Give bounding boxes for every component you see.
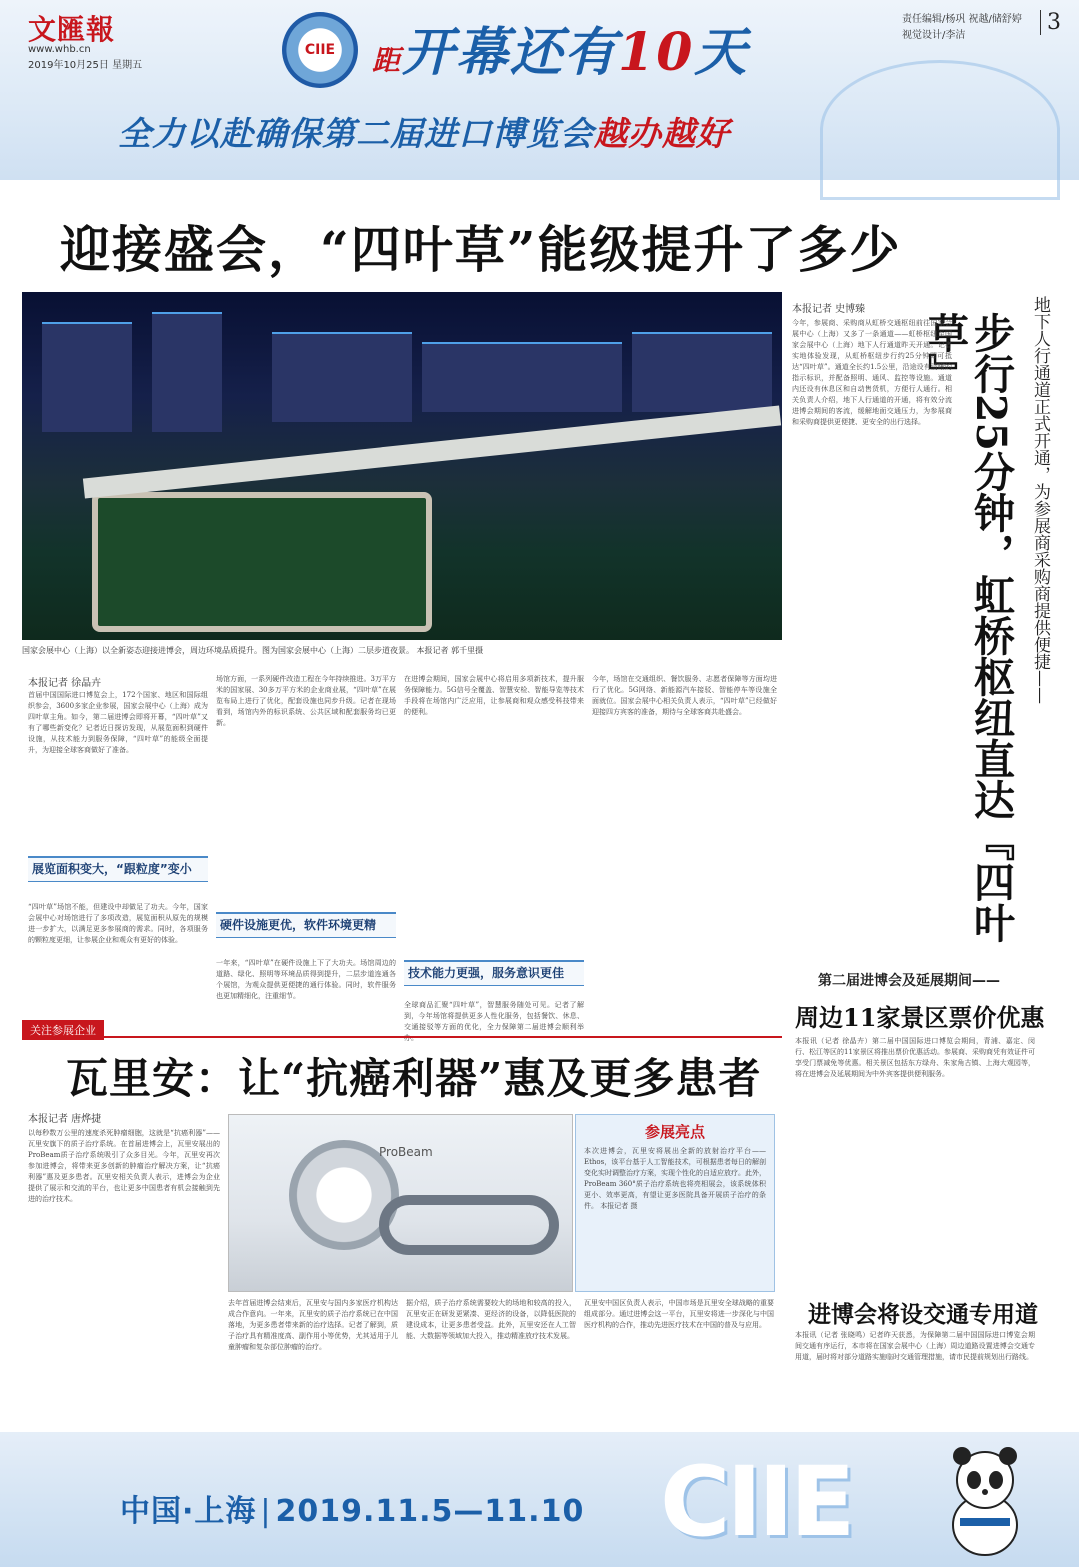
section-tag: 关注参展企业 bbox=[22, 1020, 104, 1040]
photo-building bbox=[422, 342, 622, 412]
footer-date-line bbox=[120, 1486, 584, 1530]
article1-subhead-3: 技术能力更强，服务意识更佳 bbox=[404, 960, 584, 986]
article2-col2: 去年首届进博会结束后，瓦里安与国内多家医疗机构达成合作意向。一年来，瓦里安的质子治疗系统已在中国落地，为更多患者带来新的治疗选择。记者了解到，质子治疗具有精准度高、副作用小等优势，尤其适用于儿童肿瘤和复杂部位肿瘤的治疗。 bbox=[228, 1299, 398, 1351]
photo-conveyor bbox=[379, 1195, 559, 1255]
slogan bbox=[118, 108, 730, 155]
article1-col2b: 一年来，“四叶草”在硬件设施上下了大功夫。场馆周边的道路、绿化、照明等环境品质得到提升，二层步道连通各个展馆，为观众提供更便捷的通行体验。同时，软件服务也更加精细化，注重细节。 bbox=[216, 959, 396, 1000]
photo-building bbox=[632, 332, 772, 412]
photo-brand-label: ProBeam bbox=[379, 1145, 433, 1159]
slogan-highlight: 越办越好 bbox=[594, 114, 730, 153]
highlight-box-title: 参展亮点 bbox=[644, 1123, 705, 1141]
highlight-box-text: 本次进博会，瓦里安将展出全新的放射治疗平台——Ethos，该平台基于人工智能技术，可根据患者每日的解剖变化实时调整治疗方案，实现个性化的自适应放疗。此外，ProBeam 360°质子治疗系统也将亮相展会，该系统体积更小、效率更高，有望让更多医院具备开展质子治疗的条件。 本报记者 摄 bbox=[584, 1147, 766, 1210]
side1-text: 今年，参展商、采购商从虹桥交通枢纽前往国家会展中心（上海）又多了一条通道——虹桥枢纽至国家会展中心（上海）地下人行通道昨天开通。记者实地体验发现，从虹桥枢纽步行约25分钟即可抵达“四叶草”。通道全长约1.5公里，沿途设有清晰的指示标识，并配备照明、通风、监控等设施。通道内还设有休息区和自动售货机，方便行人通行。相关负责人介绍，地下人行通道的开通，将有效分流进博会期间的客流，缓解地面交通压力，为参展商和采购商提供更便捷、更安全的出行选择。 bbox=[792, 319, 952, 426]
newspaper-name: 文匯報 bbox=[28, 13, 116, 46]
side2-title: 周边11家景区票价优惠 bbox=[795, 1003, 1045, 1032]
article2-headline: 瓦里安：让“抗癌利器”惠及更多患者 bbox=[66, 1054, 762, 1103]
countdown-main: 开幕还有 bbox=[402, 22, 619, 83]
slogan-main: 全力以赴确保第二届进口博览会 bbox=[118, 114, 594, 153]
footer-dates: 2019.11.5—11.10 bbox=[275, 1494, 585, 1529]
masthead-banner bbox=[0, 0, 1079, 180]
bridge-night-photo bbox=[22, 292, 782, 640]
footer-ciie-logo: CIIE bbox=[660, 1446, 852, 1558]
article2-col4: 瓦里安中国区负责人表示，中国市场是瓦里安全球战略的重要组成部分。通过进博会这一平台，瓦里安将进一步深化与中国医疗机构的合作，推动先进医疗技术在中国的普及与应用。 bbox=[584, 1299, 774, 1329]
article1-col3: 在进博会期间，国家会展中心将启用多项新技术，提升服务保障能力。5G信号全覆盖、智慧安检、智能导览等技术手段将在场馆内广泛应用，让参展商和观众感受科技带来的便利。 bbox=[404, 675, 584, 716]
photo-caption: 国家会展中心（上海）以全新姿态迎接进博会，周边环境品质提升。图为国家会展中心（上海）二层步道夜景。 本报记者 郭千里摄 bbox=[22, 646, 484, 655]
photo-building bbox=[152, 312, 222, 432]
ciie-logo-text: CIIE bbox=[304, 42, 336, 58]
article1-col2: 场馆方面，一系列硬件改造工程在今年持续推进。3万平方米的国家展、30多万平方米的企业商业展，“四叶草”在展览布局上进行了优化，配套设施也同步升级。记者在现场看到，场馆内外的标识系统、公共区域和配套服务均已更新。 bbox=[216, 675, 396, 727]
article2-col1: 以每秒数万公里的速度杀死肿瘤细胞，这就是“抗癌利器”——瓦里安旗下的质子治疗系统。在首届进博会上，瓦里安展出的ProBeam质子治疗系统吸引了众多目光。今年，瓦里安再次参加进博会，将带来更多创新的肿瘤治疗解决方案，让“抗癌利器”惠及更多患者。瓦里安相关负责人表示，进博会为企业提供了展示和交流的平台，也让更多中国患者有机会接触到先进的治疗技术。 bbox=[28, 1129, 220, 1203]
article1-subhead-2: 硬件设施更优，软件环境更精 bbox=[216, 912, 396, 938]
issue-date: 2019年10月25日 星期五 bbox=[28, 60, 143, 71]
highlight-box bbox=[575, 1114, 775, 1292]
page-number: 3 bbox=[1040, 10, 1061, 35]
side3-title: 进博会将设交通专用道 bbox=[808, 1301, 1038, 1328]
side1-kicker: 地下人行通道正式开通，为参展商采购商提供便捷—— bbox=[1030, 296, 1050, 704]
editors-line-2: 视觉设计/李洁 bbox=[902, 30, 966, 41]
panda-mascot-icon bbox=[930, 1440, 1040, 1560]
main-headline: 迎接盛会，“四叶草”能级提升了多少 bbox=[60, 220, 902, 279]
side1-title: 步行25分钟，虹桥枢纽直达『四叶草』 bbox=[921, 312, 1015, 944]
article1-col4: 今年，场馆在交通组织、餐饮服务、志愿者保障等方面均进行了优化。5G网络、新能源汽车接驳、智能停车等设施全面就位。国家会展中心相关负责人表示，“四叶草”已经做好迎接四方宾客的准备，期待与全球客商共赴盛会。 bbox=[592, 675, 777, 716]
article1-col1: 首届中国国际进口博览会上，172个国家、地区和国际组织参会，3600多家企业参展，国家会展中心（上海）成为四叶草主角。如今，第二届进博会即将开幕，“四叶草”又有了哪些新变化？记者近日探访发现，从展览面积到硬件设施，从技术能力到服务保障，“四叶草”的能级全面提升，为迎接全球客商做好了准备。 bbox=[28, 691, 208, 754]
photo-water bbox=[92, 492, 432, 632]
editors-credit bbox=[902, 12, 1022, 44]
article2-byline: 本报记者 唐烨捷 bbox=[28, 1114, 102, 1125]
countdown-suffix: 天 bbox=[694, 22, 749, 83]
side1-byline: 本报记者 史博臻 bbox=[792, 304, 866, 315]
article1-subhead-1: 展览面积变大，“跟粒度”变小 bbox=[28, 856, 208, 882]
footer-banner bbox=[0, 1432, 1079, 1567]
venue-illustration bbox=[820, 60, 1060, 200]
side2-kicker: 第二届进博会及延展期间—— bbox=[818, 973, 1000, 989]
countdown-title bbox=[372, 10, 748, 85]
countdown-prefix: 距 bbox=[372, 44, 403, 77]
footer-location: 中国·上海 bbox=[120, 1494, 257, 1529]
ciie-logo-icon bbox=[282, 12, 358, 88]
side3-text: 本报讯（记者 张晓鸣）记者昨天获悉，为保障第二届中国国际进口博览会期间交通有序运行，本市将在国家会展中心（上海）周边道路设置进博会交通专用道，届时将对部分道路实施临时交通管理措施，请市民提前规划出行路线。 bbox=[795, 1331, 1035, 1361]
footer-separator: | bbox=[260, 1494, 272, 1529]
side2-text: 本报讯（记者 徐晶卉）第二届中国国际进口博览会期间，青浦、嘉定、闵行、松江等区的11家景区将推出票价优惠活动。参展商、采购商凭有效证件可享受门票减免等优惠。相关景区包括东方绿舟、朱家角古镇、上海大观园等，将在进博会及延展期间为中外宾客提供便利服务。 bbox=[795, 1037, 1035, 1078]
article1-byline: 本报记者 徐晶卉 bbox=[28, 678, 102, 689]
photo-building bbox=[42, 322, 132, 432]
newspaper-url[interactable]: www.whb.cn bbox=[28, 44, 91, 55]
article1-col1b: “四叶草”场馆不能，但建设中却做足了功夫。今年，国家会展中心对场馆进行了多项改造，展览面积从原先的规模进一步扩大，以满足更多参展商的需求。同时，各项服务的颗粒度更细，让参展企业和观众有更好的体验。 bbox=[28, 903, 208, 944]
section-tag-bar bbox=[22, 1020, 782, 1038]
article2-col3: 据介绍，质子治疗系统需要较大的场地和较高的投入，瓦里安正在研发更紧凑、更经济的设备，以降低医院的建设成本，让更多患者受益。此外，瓦里安还在人工智能、大数据等领域加大投入，推动精准放疗技术发展。 bbox=[406, 1299, 576, 1340]
photo-building bbox=[272, 332, 412, 422]
editors-line-1: 责任编辑/杨巩 祝越/储舒婷 bbox=[902, 14, 1022, 25]
proton-therapy-photo bbox=[228, 1114, 573, 1292]
article1-col3b: 全球商品汇聚“四叶草”，智慧服务随处可见。记者了解到，今年场馆将提供更多人性化服务，包括餐饮、休息、交通接驳等方面的优化，全力保障第二届进博会顺利举办。 bbox=[404, 1001, 584, 1042]
countdown-number: 10 bbox=[618, 22, 695, 83]
